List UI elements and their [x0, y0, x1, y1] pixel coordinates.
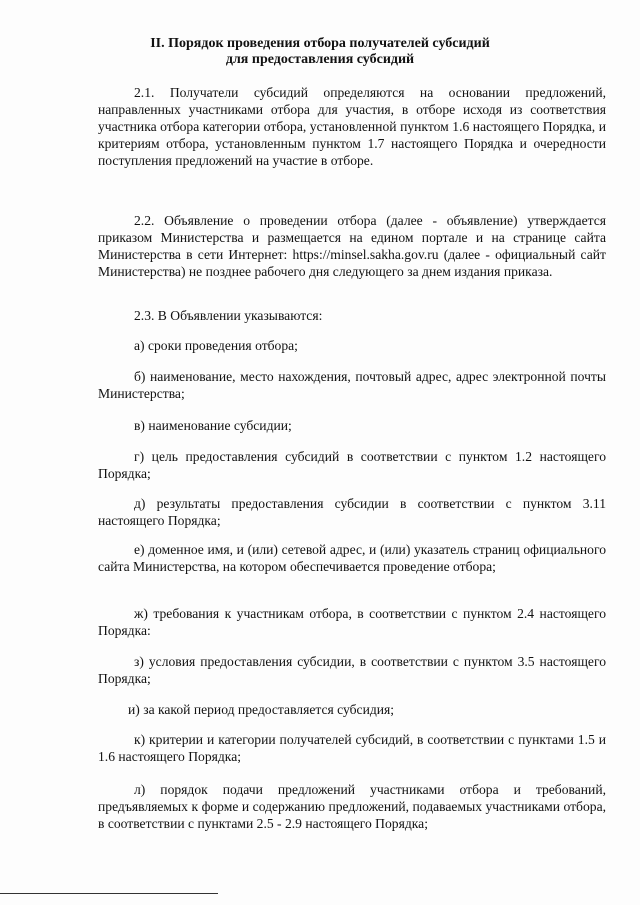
list-item-zh: ж) требования к участникам отбора, в соответствии с пунктом 2.4 настоящего Порядка:	[98, 606, 606, 638]
list-item-k: к) критерии и категории получателей субсидий, в соответствии с пунктами 1.5 и 1.6 настоящего Порядка;	[98, 732, 606, 764]
list-item-i: и) за какой период предоставляется субсидия;	[128, 702, 395, 717]
section-heading-line-2: для предоставления субсидий	[225, 52, 415, 67]
list-item-d: д) результаты предоставления субсидии в соответствии с пунктом 3.11 настоящего Порядка;	[98, 496, 606, 528]
paragraph-2-1: 2.1. Получатели субсидий определяются на основании предложений, направленных участниками отбора для участия, в отборе исходя из соответствия участника отбора категории отбора, установленной пунктом 1.6 настоящего Порядка, и критериям отбора, установленным пунктом 1.7 настоящего Порядка и очередности поступления предложений на участие в отборе.	[98, 85, 606, 168]
paragraph-2-2: 2.2. Объявление о проведении отбора (далее - объявление) утверждается приказом Министерства и размещается на едином портале и на странице сайта Министерства в сети Интернет: https://minsel.sakha.gov.ru (далее - официальный сайт Министерства) не позднее рабочего дня следующего за днем издания приказа.	[98, 213, 606, 279]
list-item-l: л) порядок подачи предложений участниками отбора и требований, предъявляемых к форме и содержанию предложений, подаваемых участниками отбора, в соответствии с пунктами 2.5 - 2.9 настоящего Порядка;	[98, 782, 606, 831]
list-item-v: в) наименование субсидии;	[134, 418, 292, 433]
list-item-a: а) сроки проведения отбора;	[134, 338, 298, 353]
list-item-z: з) условия предоставления субсидии, в соответствии с пунктом 3.5 настоящего Порядка;	[98, 654, 606, 686]
list-item-g: г) цель предоставления субсидий в соответствии с пунктом 1.2 настоящего Порядка;	[98, 449, 606, 481]
list-item-b: б) наименование, место нахождения, почтовый адрес, адрес электронной почты Министерства;	[98, 369, 606, 401]
list-item-e: е) доменное имя, и (или) сетевой адрес, и (или) указатель страниц официального сайта Министерства, на котором обеспечивается проведение отбора;	[98, 542, 606, 574]
section-heading	[120, 36, 520, 68]
paragraph-2-3: 2.3. В Объявлении указываются:	[134, 308, 323, 323]
footnote-rule	[0, 893, 218, 894]
section-heading-line-1: II. Порядок проведения отбора получателей субсидий	[150, 36, 490, 51]
